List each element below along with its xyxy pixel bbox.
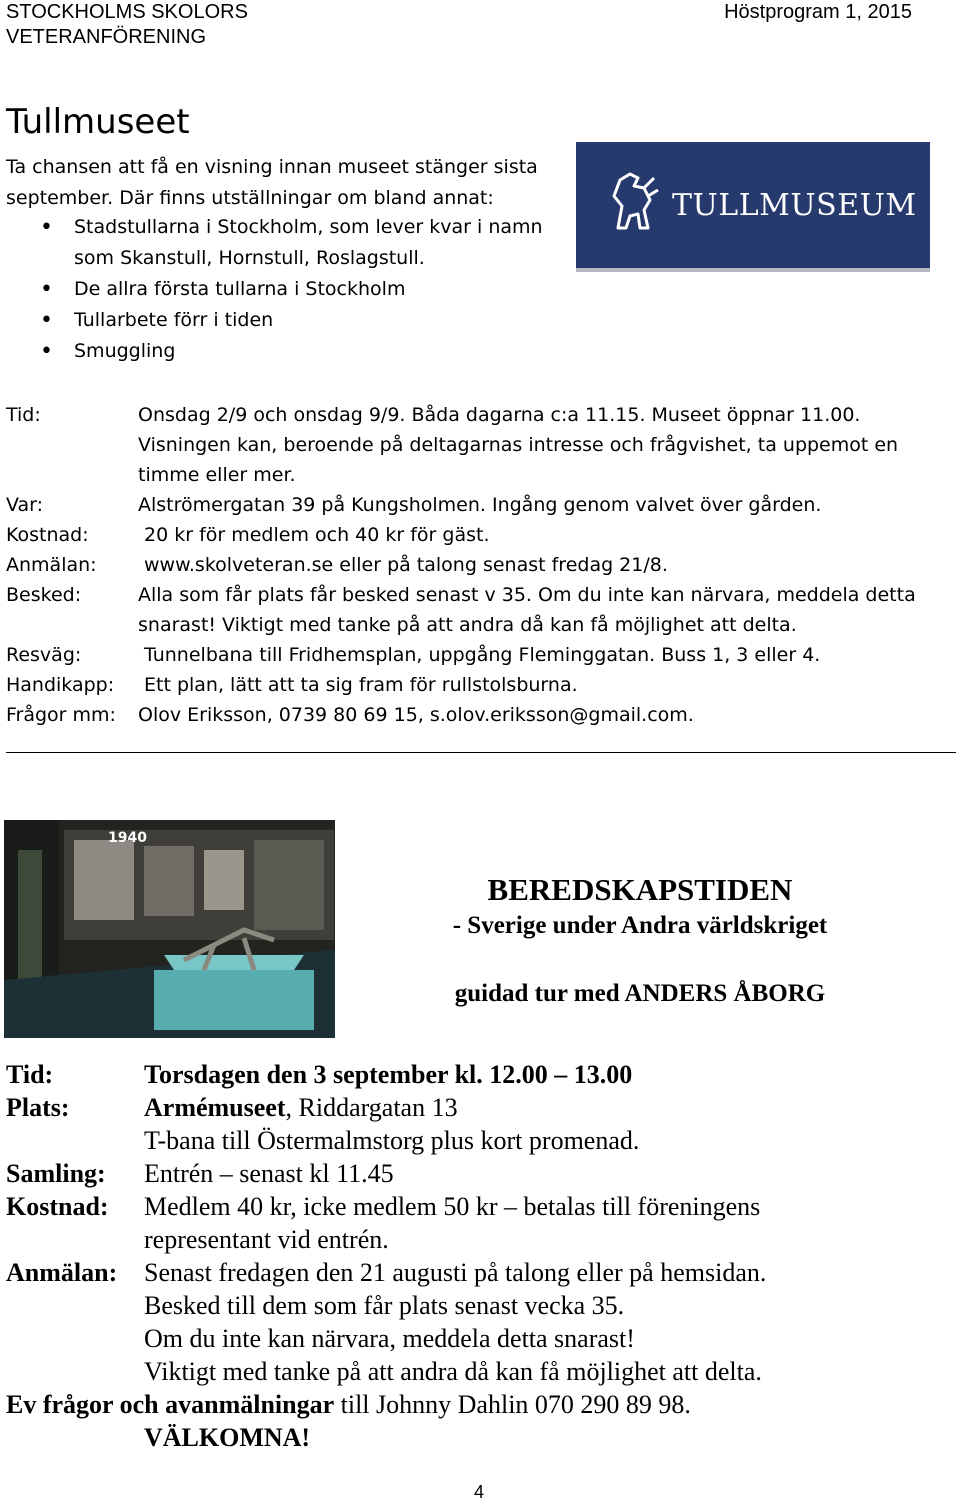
tid-value-2: Visningen kan, beroende på deltagarnas intresse och frågvishet, ta uppemot en	[138, 434, 899, 456]
exhibition-photo	[4, 820, 335, 1038]
list-item: • Stadstullarna i Stockholm, som lever kvar i namn som Skanstull, Hornstull, Roslagstull.	[40, 212, 560, 274]
anmalan-label: Anmälan:	[6, 554, 97, 576]
plats-value	[144, 1091, 458, 1124]
var-value: Alströmergatan 39 på Kungsholmen. Ingång genom valvet över gården.	[138, 494, 822, 516]
intro-line-2: september. Där finns utställningar om bland annat:	[6, 187, 494, 209]
anmalan-value-1: Senast fredagen den 21 augusti på talong eller på hemsidan.	[144, 1258, 767, 1287]
kostnad-value-1: Medlem 40 kr, icke medlem 50 kr – betalas till föreningens	[144, 1192, 761, 1221]
museum-hall-illustration	[4, 820, 335, 1038]
besked-value-1: Alla som får plats får besked senast v 35. Om du inte kan närvara, meddela detta	[138, 584, 916, 606]
anmalan-value-3: Om du inte kan närvara, meddela detta snarast!	[144, 1324, 635, 1353]
plats-transport: T-bana till Östermalmstorg plus kort promenad.	[144, 1126, 640, 1155]
lion-emblem-icon	[604, 166, 660, 238]
fragor-label: Frågor mm:	[6, 704, 116, 726]
besked-value-2: snarast! Viktigt med tanke på att andra då kan få möjlighet att delta.	[138, 614, 797, 636]
tid-value-1: Onsdag 2/9 och onsdag 9/9. Båda dagarna c:a 11.15. Museet öppnar 11.00.	[138, 404, 861, 426]
contact-line	[6, 1390, 691, 1419]
var-label: Var:	[6, 494, 44, 516]
beredskap-title: BEREDSKAPSTIDEN	[487, 872, 793, 907]
page-number: 4	[474, 1482, 485, 1502]
contact-rest: till Johnny Dahlin 070 290 89 98.	[334, 1390, 691, 1419]
kostnad-value: 20 kr för medlem och 40 kr för gäst.	[144, 524, 490, 546]
guide-line: guidad tur med ANDERS ÅBORG	[454, 980, 826, 1007]
tid-value: Torsdagen den 3 september kl. 12.00 – 13.00	[144, 1060, 633, 1089]
kostnad-label: Kostnad:	[6, 524, 89, 546]
handikapp-label: Handikapp:	[6, 674, 115, 696]
list-item: • De allra första tullarna i Stockholm	[40, 274, 560, 305]
beredskap-subtitle: - Sverige under Andra världskriget	[452, 912, 828, 939]
intro-line-1: Ta chansen att få en visning innan museet stänger sista	[6, 156, 538, 178]
org-line-2: VETERANFÖRENING	[6, 26, 207, 48]
besked-label: Besked:	[6, 584, 82, 606]
resvag-label: Resväg:	[6, 644, 82, 666]
tid-value-3: timme eller mer.	[138, 464, 296, 486]
samling-label: Samling:	[6, 1159, 106, 1188]
plats-venue: Armémuseet	[144, 1093, 286, 1122]
welcome-text: VÄLKOMNA!	[144, 1423, 311, 1452]
plats-label: Plats:	[6, 1093, 70, 1122]
resvag-value: Tunnelbana till Fridhemsplan, uppgång Fleminggatan. Buss 1, 3 eller 4.	[144, 644, 821, 666]
list-item: • Tullarbete förr i tiden	[40, 305, 560, 336]
samling-value: Entrén – senast kl 11.45	[144, 1159, 394, 1188]
tullmuseet-intro	[6, 152, 566, 214]
handikapp-value: Ett plan, lätt att ta sig fram för rullstolsburna.	[144, 674, 578, 696]
exhibition-list	[40, 212, 560, 367]
org-line-1: STOCKHOLMS SKOLORS	[6, 1, 248, 23]
plats-address: , Riddargatan 13	[285, 1093, 458, 1122]
tullmuseet-title: Tullmuseet	[6, 102, 190, 142]
anmalan-label: Anmälan:	[6, 1258, 118, 1287]
tullmuseum-logo	[576, 142, 930, 272]
tid-label: Tid:	[6, 1060, 54, 1089]
anmalan-value: www.skolveteran.se eller på talong senast fredag 21/8.	[144, 554, 668, 576]
org-name	[6, 0, 248, 50]
kostnad-value-2: representant vid entrén.	[144, 1225, 389, 1254]
list-item: • Smuggling	[40, 336, 560, 367]
kostnad-label: Kostnad:	[6, 1192, 109, 1221]
program-label: Höstprogram 1, 2015	[724, 1, 912, 23]
section-divider	[6, 752, 956, 753]
logo-text: TULLMUSEUM	[672, 188, 917, 223]
tid-label: Tid:	[6, 404, 41, 426]
fragor-value: Olov Eriksson, 0739 80 69 15, s.olov.eriksson@gmail.com.	[138, 704, 694, 726]
contact-lead: Ev frågor och avanmälningar	[6, 1390, 335, 1419]
photo-year-label: 1940	[108, 830, 147, 846]
anmalan-value-4: Viktigt med tanke på att andra då kan få möjlighet att delta.	[144, 1357, 762, 1386]
anmalan-value-2: Besked till dem som får plats senast vecka 35.	[144, 1291, 625, 1320]
